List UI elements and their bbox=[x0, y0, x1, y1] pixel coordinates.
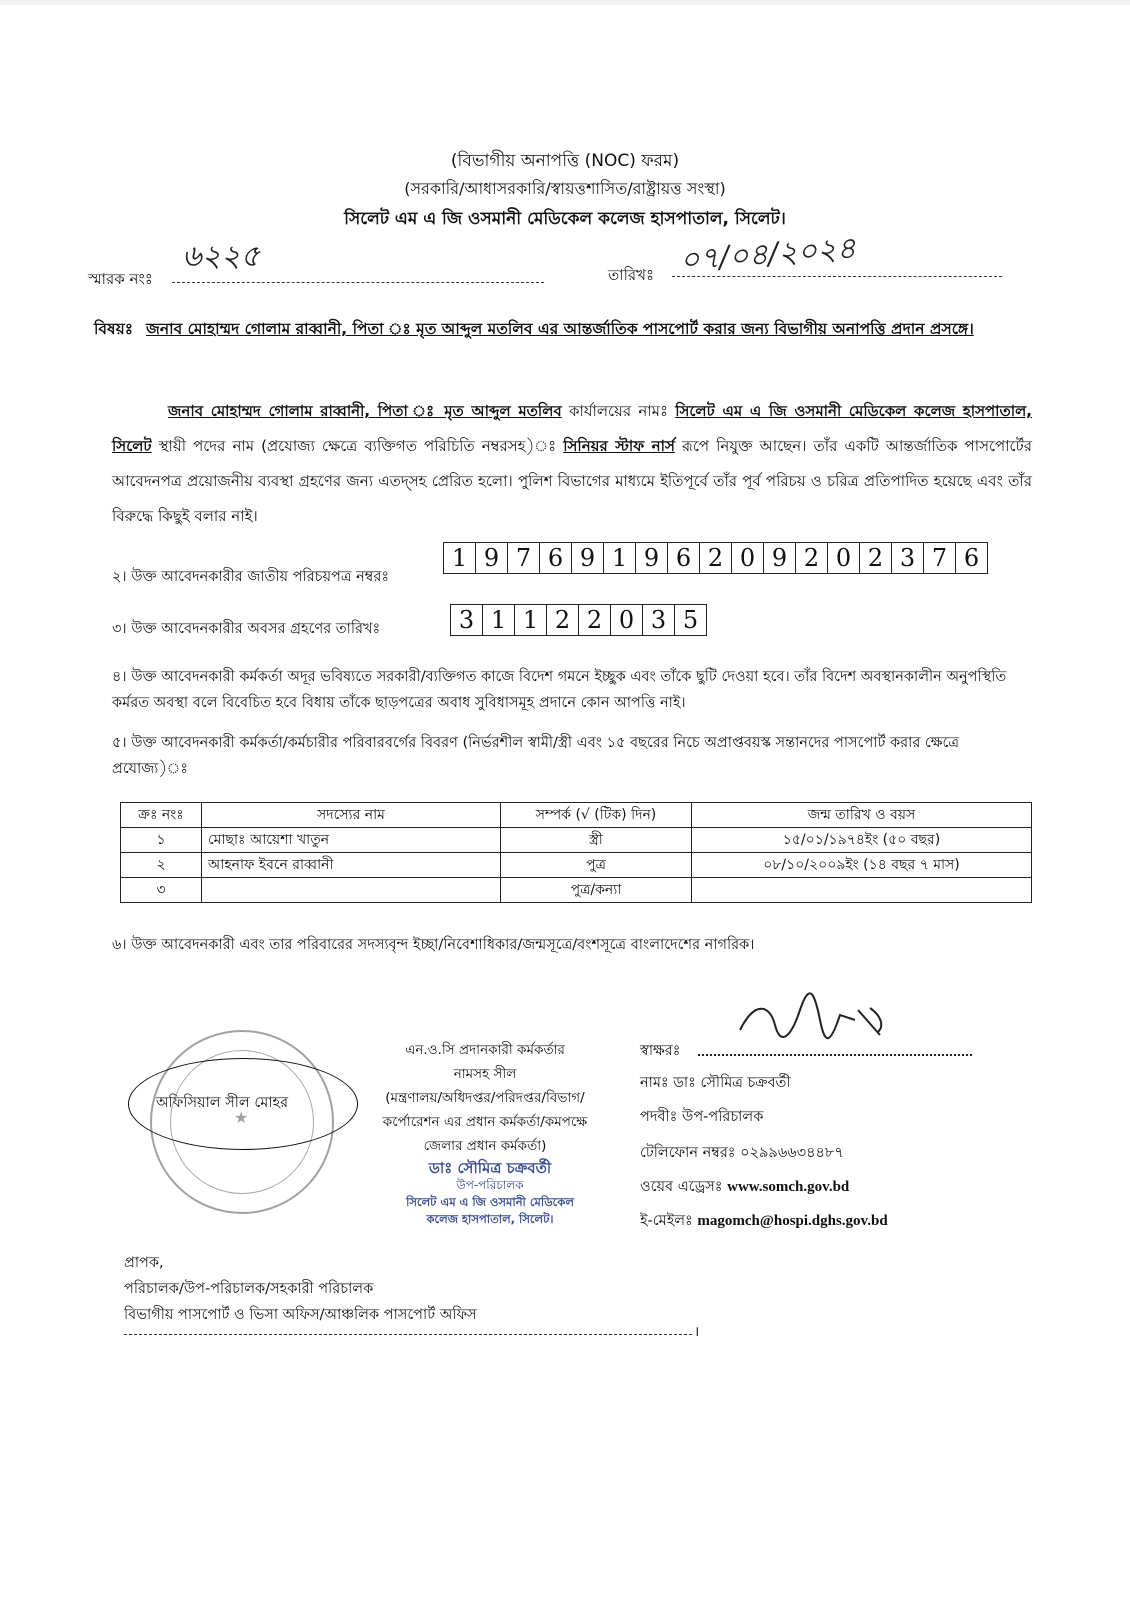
table-cell bbox=[692, 878, 1032, 903]
recipient-line: প্রাপক, bbox=[124, 1255, 164, 1271]
noc-line: নামসহ সীল bbox=[453, 1066, 517, 1082]
digit-box: 3 bbox=[643, 605, 675, 635]
digit-box: 9 bbox=[476, 543, 508, 573]
digit-box: 2 bbox=[579, 605, 611, 635]
noc-line: (মন্ত্রণালয়/অধিদপ্তর/পরিদপ্তর/বিভাগ/ bbox=[385, 1090, 585, 1106]
recipient-block bbox=[124, 1250, 477, 1328]
stamp-line: ডাঃ সৌমিত্র চক্রবর্তী bbox=[428, 1159, 552, 1177]
digit-box: 9 bbox=[572, 543, 604, 573]
digit-box: 0 bbox=[828, 543, 860, 573]
email-label: ই-মেইলঃ bbox=[640, 1213, 698, 1229]
signatory-designation: পদবীঃ উপ-পরিচালক bbox=[640, 1109, 764, 1125]
seal-star-icon: ★ bbox=[234, 1108, 249, 1127]
digit-box: 2 bbox=[860, 543, 892, 573]
recipient-dotted-line bbox=[124, 1334, 692, 1335]
body-rest: রূপে নিযুক্ত আছেন। তাঁর একটি আন্তর্জাতিক পাসপোর্টের আবেদনপত্র প্রয়োজনীয় ব্যবস্থা গ্রহণের জন্য এতদ্সহ প্রেরিত হলো। পুলিশ বিভাগের মাধ্যমে ইতিপূর্বে তাঁর পূর্ব পরিচয় ও চরিত্র প্রতিপাদিত হয়েছে এবং তাঁর বিরুদ্ধে কিছুই বলার নাই। bbox=[112, 437, 1032, 525]
web-address: www.somch.gov.bd bbox=[727, 1179, 850, 1195]
digit-box: 6 bbox=[540, 543, 572, 573]
digit-box: 1 bbox=[444, 543, 476, 573]
digit-box: 2 bbox=[796, 543, 828, 573]
office-label: কার্যালয়ের নামঃ bbox=[561, 402, 676, 420]
table-header: সম্পর্ক (√ (টিক) দিন) bbox=[501, 803, 692, 828]
stamp-line: উপ-পরিচালক bbox=[456, 1178, 524, 1192]
digit-box: 1 bbox=[604, 543, 636, 573]
form-subtitle: (সরকারি/আধাসরকারি/স্বায়ত্তশাসিত/রাষ্ট্রায়ত্ত সংস্থা) bbox=[404, 179, 726, 198]
table-cell bbox=[202, 878, 501, 903]
memo-label: স্মারক নংঃ bbox=[88, 270, 153, 288]
digit-box: 3 bbox=[451, 605, 483, 635]
stamp-line: কলেজ হাসপাতাল, সিলেট। bbox=[426, 1212, 554, 1226]
table-cell: ৩ bbox=[121, 878, 202, 903]
signatory-phone: টেলিফোন নম্বরঃ ০২৯৯৬৬৩৪৪৮৭ bbox=[640, 1145, 844, 1161]
signatory-name: নামঃ ডাঃ সৌমিত্র চক্রবর্তী bbox=[640, 1075, 791, 1091]
table-cell: ২ bbox=[121, 853, 202, 878]
table-cell: ১ bbox=[121, 828, 202, 853]
item-4: ৪। উক্ত আবেদনকারী কর্মকর্তা অদূর ভবিষ্যতে সরকারী/ব্যক্তিগত কাজে বিদেশ গমনে ইচ্ছুক এবং তাঁকে ছুটি দেওয়া হবে। তাঁর বিদেশ অবস্থানকালীন অনুপস্থিতি কর্মরত অবস্থা বলে বিবেচিত হবে বিধায় তাঁকে ছাড়পত্রের অবাধ সুবিধাসমূহ প্রদানে কোন আপত্তি নাই। bbox=[112, 669, 1007, 711]
table-cell: পুত্র bbox=[501, 853, 692, 878]
noc-officer-block bbox=[360, 1038, 610, 1158]
nid-boxes bbox=[443, 542, 988, 574]
table-row bbox=[121, 878, 1032, 903]
table-header-row bbox=[121, 803, 1032, 828]
recipient-line: বিভাগীয় পাসপোর্ট ও ভিসা অফিস/আঞ্চলিক পাসপোর্ট অফিস bbox=[124, 1307, 477, 1323]
table-cell: আহনাফ ইবনে রাব্বানী bbox=[202, 853, 501, 878]
noc-line: এন.ও.সি প্রদানকারী কর্মকর্তার bbox=[405, 1042, 565, 1058]
signatory-web bbox=[640, 1176, 849, 1200]
digit-box: 0 bbox=[732, 543, 764, 573]
subject-text: জনাব মোহাম্মদ গোলাম রাব্বানী, পিতা ঃ মৃত আব্দুল মতলিব এর আন্তর্জাতিক পাসপোর্ট করার জন্য বিভাগীয় অনাপত্তি প্রদান প্রসঙ্গে। bbox=[145, 320, 974, 338]
digit-box: 1 bbox=[483, 605, 515, 635]
digit-box: 5 bbox=[682, 606, 699, 634]
table-cell: ১৫/০১/১৯৭৪ইং (৫০ বছর) bbox=[692, 828, 1032, 853]
officer-name-stamp bbox=[385, 1160, 595, 1228]
table-cell: পুত্র/কন্যা bbox=[501, 878, 692, 903]
digit-box: 2 bbox=[700, 543, 732, 573]
email-address: magomch@hospi.dghs.gov.bd bbox=[697, 1213, 888, 1229]
institution-name: সিলেট এম এ জি ওসমানী মেডিকেল কলেজ হাসপাতাল, সিলেট। bbox=[344, 209, 786, 229]
applicant-name: জনাব মোহাম্মদ গোলাম রাব্বানী, পিতা ঃ মৃত আব্দুল মতলিব bbox=[168, 402, 562, 420]
noc-line: কর্পোরেশন এর প্রধান কর্মকর্তা/কমপক্ষে bbox=[382, 1114, 588, 1130]
stamp-line: সিলেট এম এ জি ওসমানী মেডিকেল bbox=[406, 1195, 574, 1209]
table-header: ক্রঃ নংঃ bbox=[121, 803, 202, 828]
subject-label: বিষয়ঃ bbox=[94, 320, 134, 338]
recipient-line: পরিচালক/উপ-পরিচালক/সহকারী পরিচালক bbox=[124, 1281, 374, 1297]
body-paragraph bbox=[112, 394, 1032, 534]
digit-box: 6 bbox=[963, 544, 980, 572]
digit-box: 2 bbox=[547, 605, 579, 635]
digit-box: 7 bbox=[924, 543, 956, 573]
post-label: স্থায়ী পদের নাম (প্রযোজ্য ক্ষেত্রে ব্যক্তিগত পরিচিতি নম্বরসহ)ঃ bbox=[151, 437, 564, 455]
table-cell: মোছাঃ আয়েশা খাতুন bbox=[202, 828, 501, 853]
sign-dotted-line bbox=[698, 1054, 972, 1056]
table-row bbox=[121, 828, 1032, 853]
digit-box: 1 bbox=[515, 605, 547, 635]
form-title: (বিভাগীয় অনাপত্তি (NOC) ফরম) bbox=[450, 151, 680, 171]
memo-number: ৬২২৫ bbox=[182, 239, 260, 274]
retirement-label: ৩। উক্ত আবেদনকারীর অবসর গ্রহণের তারিখঃ bbox=[112, 621, 381, 637]
date-label: তারিখঃ bbox=[608, 266, 654, 284]
retirement-boxes bbox=[450, 604, 707, 636]
digit-box: 9 bbox=[764, 543, 796, 573]
family-table bbox=[120, 802, 1032, 903]
digit-box: 7 bbox=[508, 543, 540, 573]
table-row bbox=[121, 853, 1032, 878]
noc-line: জেলার প্রধান কর্মকর্তা) bbox=[423, 1138, 547, 1154]
table-cell: ০৮/১০/২০০৯ইং (১৪ বছর ৭ মাস) bbox=[692, 853, 1032, 878]
sign-label: স্বাক্ষরঃ bbox=[640, 1043, 681, 1059]
table-header: জন্ম তারিখ ও বয়স bbox=[692, 803, 1032, 828]
subject bbox=[94, 312, 1034, 346]
table-cell: স্ত্রী bbox=[501, 828, 692, 853]
post-name: সিনিয়র স্টাফ নার্স bbox=[563, 437, 675, 455]
web-label: ওয়েব এড্রেসঃ bbox=[640, 1179, 728, 1195]
nid-label: ২। উক্ত আবেদনকারীর জাতীয় পরিচয়পত্র নম্বরঃ bbox=[112, 569, 390, 585]
digit-box: 0 bbox=[611, 605, 643, 635]
digit-box: 3 bbox=[892, 543, 924, 573]
item-6: ৬। উক্ত আবেদনকারী এবং তার পরিবারের সদস্যবৃন্দ ইচ্ছা/নিবেশাধিকার/জন্মসূত্রে/বংশসূত্রে বাংলাদেশের নাগরিক। bbox=[112, 937, 755, 953]
top-edge-strip bbox=[0, 0, 1130, 5]
digit-box: 9 bbox=[636, 543, 668, 573]
date-value: ০৭/০৪/২০২৪ bbox=[678, 230, 858, 279]
table-header: সদস্যের নাম bbox=[202, 803, 501, 828]
digit-box: 6 bbox=[668, 543, 700, 573]
office-name: সিলেট এম এ জি ওসমানী মেডিকেল কলেজ হাসপাতাল, সিলেট bbox=[112, 402, 1032, 455]
seal-label: অফিসিয়াল সীল মোহর bbox=[156, 1095, 289, 1111]
item-5: ৫। উক্ত আবেদনকারী কর্মকর্তা/কর্মচারীর পরিবারবর্গের বিবরণ (নির্ভরশীল স্বামী/স্ত্রী এবং ১৫ বছরের নিচে অপ্রাপ্তবয়স্ক সন্তানদের পাসপোর্ট করার ক্ষেত্রে প্রযোজ্য)ঃ bbox=[112, 735, 960, 777]
signatory-email bbox=[640, 1210, 888, 1234]
handwritten-signature bbox=[730, 990, 890, 1050]
line-end-mark: । bbox=[694, 1324, 700, 1340]
